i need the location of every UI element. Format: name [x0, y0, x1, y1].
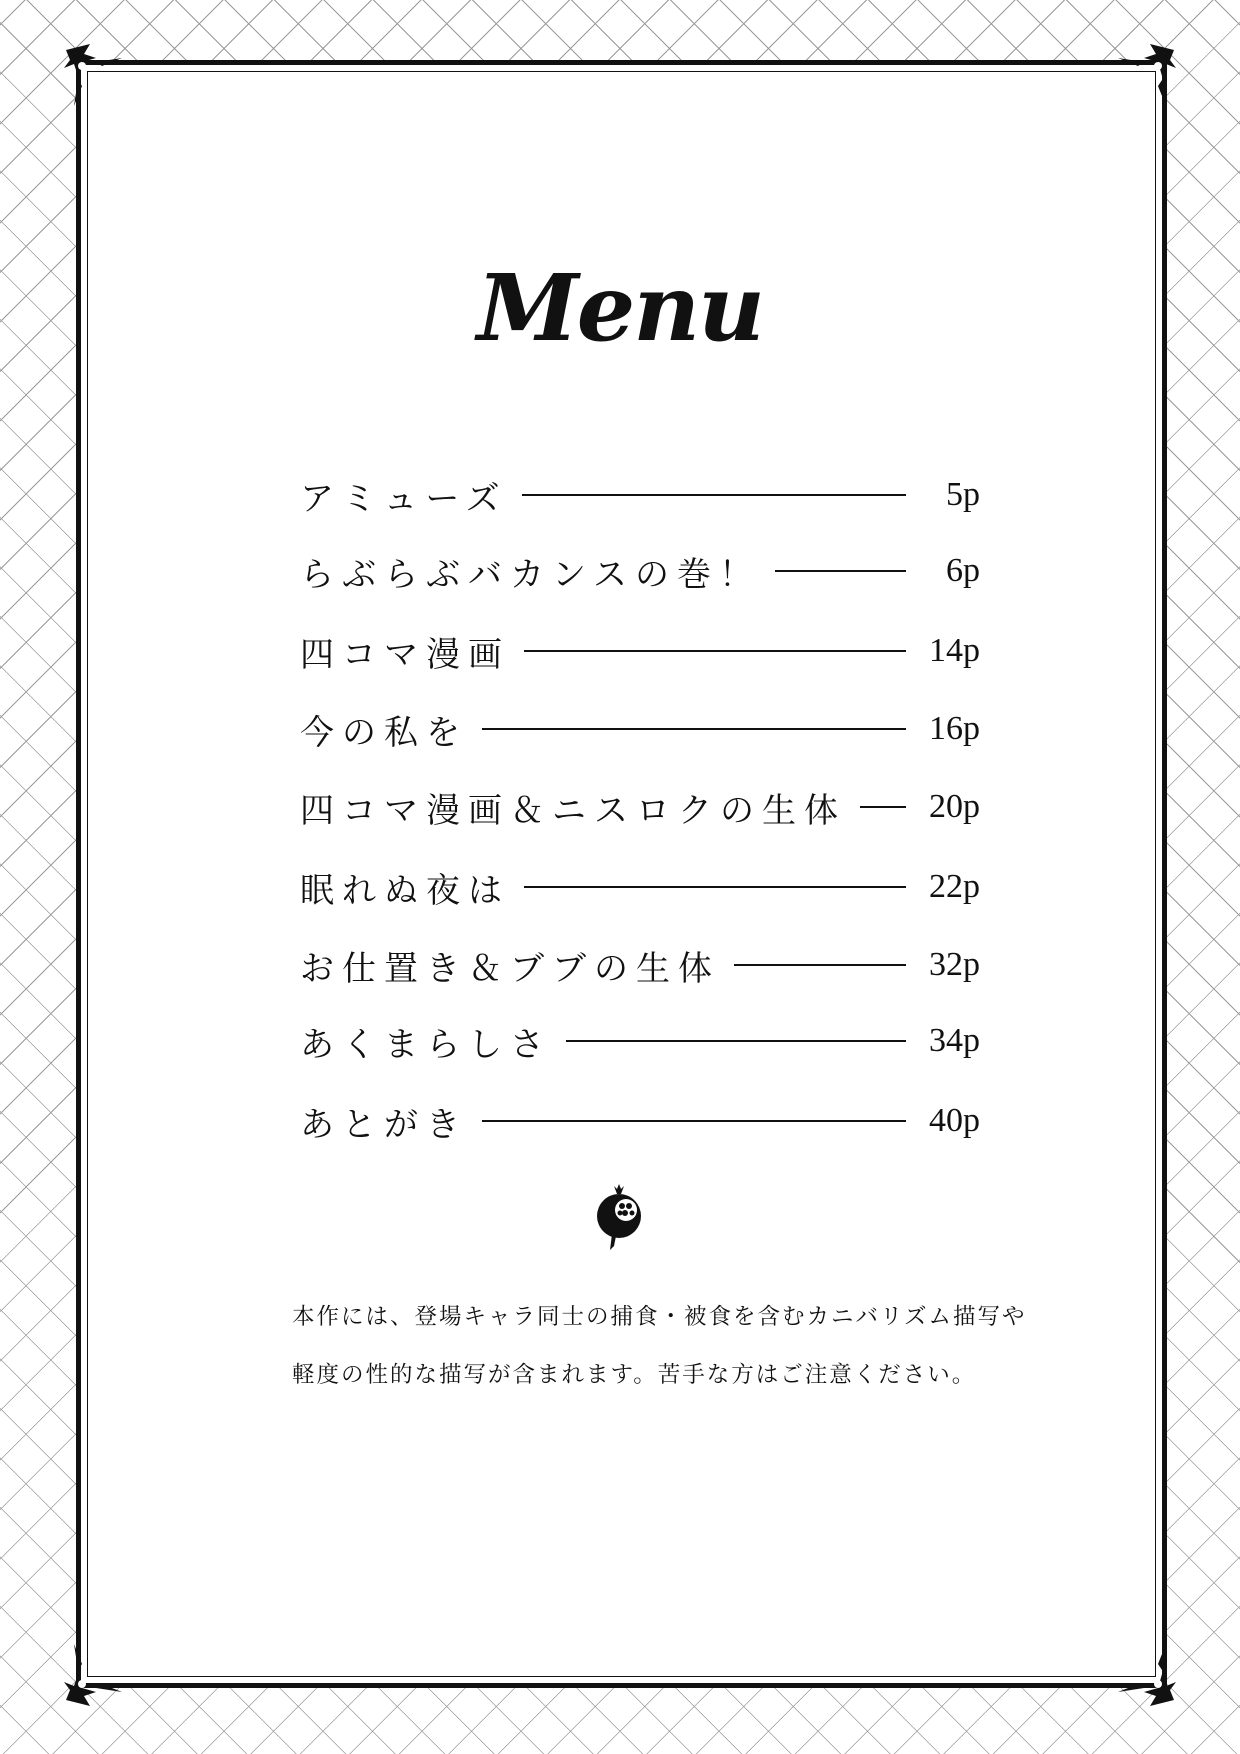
- toc-entry-title: 今の私を: [300, 712, 468, 753]
- toc-entry-page: 34p: [929, 1022, 980, 1059]
- toc-entry-title: 四コマ漫画: [300, 634, 510, 675]
- page-title: Menu: [476, 254, 764, 362]
- toc-entry: [300, 1096, 980, 1146]
- toc-entry-page: 22p: [929, 868, 980, 905]
- toc-entry: [300, 782, 980, 832]
- toc-leader-line: [566, 1040, 906, 1042]
- content-warning-line: 軽度の性的な描写が含まれます。苦手な方はご注意ください。: [292, 1362, 977, 1388]
- toc-entry: [300, 546, 980, 596]
- toc-entry-page: 16p: [929, 710, 980, 747]
- corner-ornament-top-left-icon: [56, 40, 126, 110]
- toc-entry: [300, 1016, 980, 1066]
- pomegranate-icon: [590, 1180, 648, 1252]
- toc-leader-line: [482, 728, 906, 730]
- toc-entry-title: あとがき: [300, 1104, 468, 1145]
- toc-entry: [300, 470, 980, 520]
- toc-entry-title: あくまらしさ: [300, 1024, 552, 1065]
- toc-entry-page: 6p: [946, 552, 980, 589]
- toc-leader-line: [734, 964, 906, 966]
- toc-entry-page: 32p: [929, 946, 980, 983]
- toc-entry: [300, 940, 980, 990]
- content-warning-line: 本作には、登場キャラ同士の捕食・被食を含むカニバリズム描写や: [292, 1304, 1027, 1330]
- content-warning: [292, 1288, 1027, 1404]
- toc-entry-page: 40p: [929, 1102, 980, 1139]
- toc-leader-line: [524, 650, 906, 652]
- toc-entry-page: 20p: [929, 788, 980, 825]
- corner-ornament-bottom-right-icon: [1114, 1640, 1184, 1710]
- toc-leader-line: [524, 886, 906, 888]
- toc-entry: [300, 626, 980, 676]
- toc-entry-page: 5p: [946, 476, 980, 513]
- toc-entry-title: お仕置き＆ブブの生体: [300, 948, 720, 989]
- toc-entry-title: アミューズ: [300, 478, 508, 519]
- toc-entry-title: 眠れぬ夜は: [300, 870, 510, 911]
- toc-entry: [300, 704, 980, 754]
- toc-leader-line: [482, 1120, 906, 1122]
- toc-leader-line: [860, 806, 906, 808]
- toc-entry: [300, 862, 980, 912]
- corner-ornament-bottom-left-icon: [56, 1640, 126, 1710]
- toc-entry-title: らぶらぶバカンスの巻！: [300, 554, 761, 595]
- toc-leader-line: [775, 570, 906, 572]
- toc-entry-title: 四コマ漫画＆ニスロクの生体: [300, 790, 846, 831]
- corner-ornament-top-right-icon: [1114, 40, 1184, 110]
- toc-entry-page: 14p: [929, 632, 980, 669]
- toc-leader-line: [522, 494, 906, 496]
